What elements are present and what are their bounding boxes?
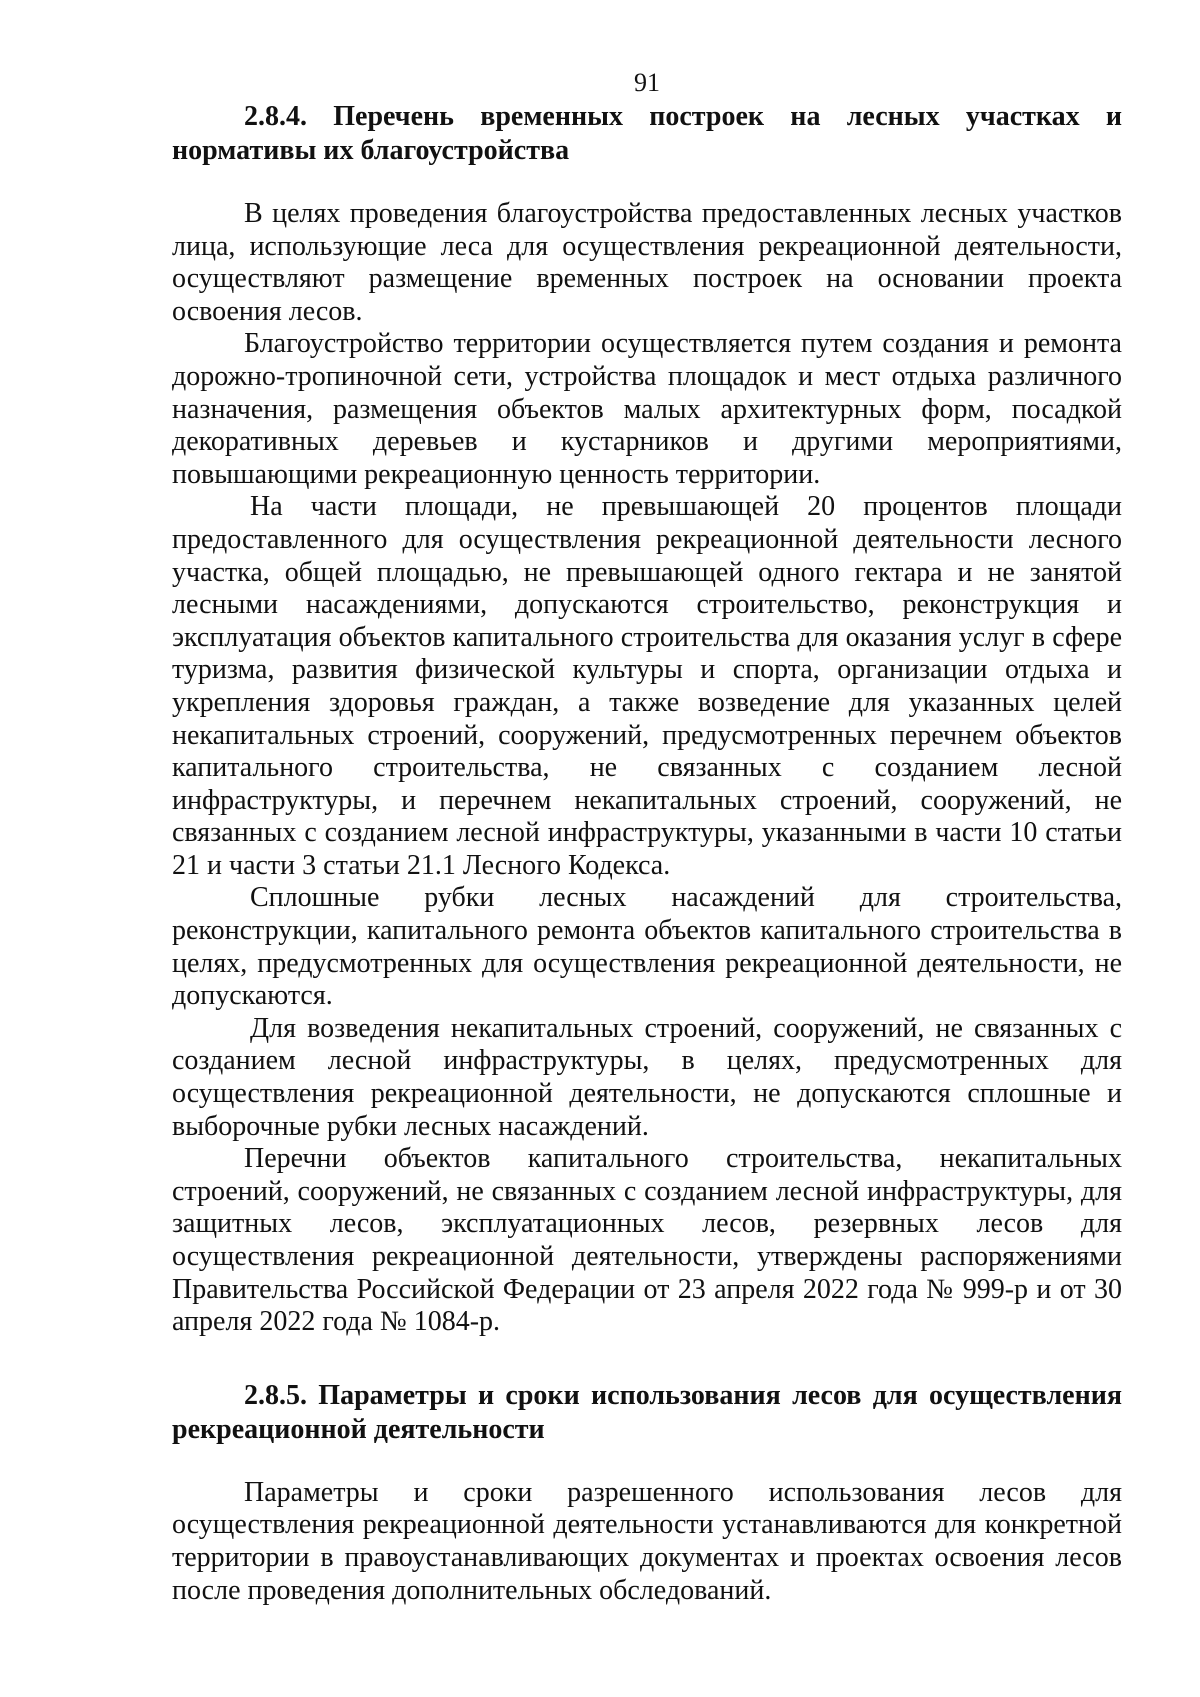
paragraph: В целях проведения благоустройства предоставленных лесных участков лица, использующие леса для осуществления рекреационной деятельности, осуществляют размещение временных построек на основании проекта освоения лесов.	[172, 198, 1122, 327]
paragraph: Для возведения некапитальных строений, сооружений, не связанных с созданием лесной инфраструктуры, в целях, предусмотренных для осуществления рекреационной деятельности, не допускаются сплошные и выборочные рубки лесных насаждений.	[172, 1012, 1122, 1142]
page-number: 91	[634, 68, 660, 97]
paragraph: Параметры и сроки разрешенного использования лесов для осуществления рекреационной деятельности устанавливаются для конкретной территории в правоустанавливающих документах и проектах освоения лесов после проведения дополнительных обследований.	[172, 1476, 1122, 1606]
paragraph: На части площади, не превышающей 20 процентов площади предоставленного для осуществления рекреационной деятельности лесного участка, общей площадью, не превышающей одного гектара и не занятой лесными насаждениями, допускаются строительство, реконструкция и эксплуатация объектов капитального строительства для оказания услуг в сфере туризма, развития физической культуры и спорта, организации отдыха и укрепления здоровья граждан, а также возведение для указанных целей некапитальных строений, сооружений, предусмотренных перечнем объектов капитального строительства, не связанных с созданием лесной инфраструктуры, и перечнем некапитальных строений, сооружений, не связанных с созданием лесной инфраструктуры, указанными в части 10 статьи 21 и части 3 статьи 21.1 Лесного Кодекса.	[172, 491, 1122, 881]
section-heading-2-8-5: 2.8.5. Параметры и сроки использования лесов для осуществления рекреационной деятельности	[172, 1379, 1122, 1445]
paragraph: Благоустройство территории осуществляется путем создания и ремонта дорожно-тропиночной сети, устройства площадок и мест отдыха различного назначения, размещения объектов малых архитектурных форм, посадкой декоративных деревьев и кустарников и другими мероприятиями, повышающими рекреационную ценность территории.	[172, 328, 1122, 490]
paragraph: Сплошные рубки лесных насаждений для строительства, реконструкции, капитального ремонта объектов капитального строительства в целях, предусмотренных для осуществления рекреационной деятельности, не допускаются.	[172, 882, 1122, 1012]
document-page	[172, 66, 1122, 1607]
paragraph: Перечни объектов капитального строительства, некапитальных строений, сооружений, не связанных с созданием лесной инфраструктуры, для защитных лесов, эксплуатационных лесов, резервных лесов для осуществления рекреационной деятельности, утверждены распоряжениями Правительства Российской Федерации от 23 апреля 2022 года № 999-р и от 30 апреля 2022 года № 1084-р.	[172, 1143, 1122, 1338]
section-heading-2-8-4: 2.8.4. Перечень временных построек на лесных участках и нормативы их благоустройства	[172, 101, 1122, 166]
